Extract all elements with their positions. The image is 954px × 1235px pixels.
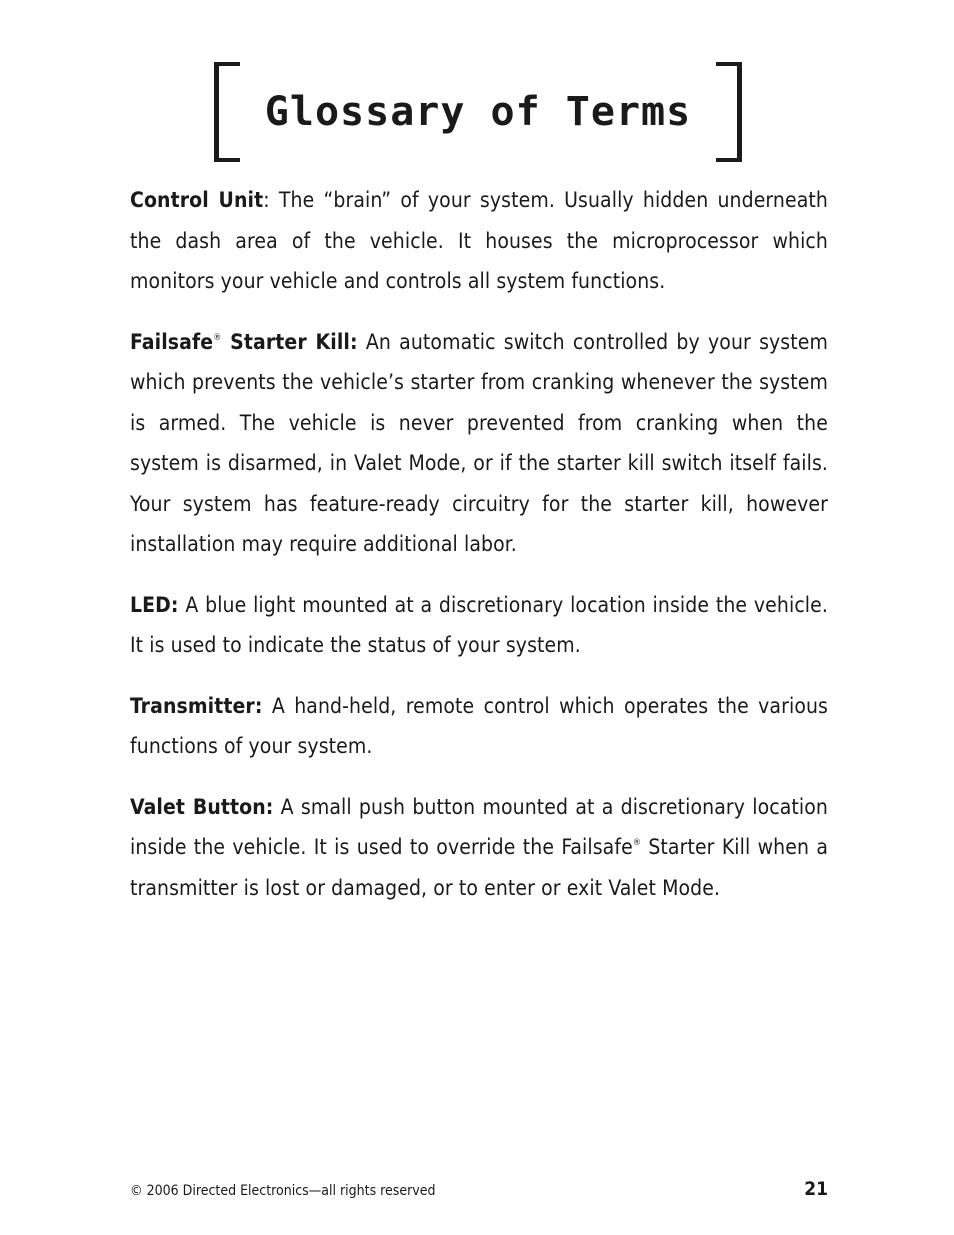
glossary-term-part: Starter Kill: xyxy=(221,329,358,354)
glossary-definition: A blue light mounted at a discretionary location inside the vehicle. It is used to indicate the status of your system. xyxy=(130,592,828,657)
glossary-term: LED: xyxy=(130,592,179,617)
glossary-term: Valet Button: xyxy=(130,794,274,819)
right-bracket xyxy=(716,62,742,162)
glossary-entry-valet-button xyxy=(130,787,828,909)
glossary-term xyxy=(130,330,358,354)
glossary-entry-failsafe-starter-kill xyxy=(130,322,828,565)
glossary-term: Control Unit xyxy=(130,188,264,212)
glossary-entry-control-unit xyxy=(130,180,828,302)
glossary-definition: An automatic switch controlled by your system which prevents the vehicle’s starter from cranking whenever the system is armed. The vehicle is never prevented from cranking when the system is disarmed, in Valet Mode, or if the starter kill switch itself fails. Your system has feature-ready circuitry for the starter kill, however installation may require additional labor. xyxy=(130,329,828,556)
copyright-notice: © 2006 Directed Electronics—all rights reserved xyxy=(130,1183,436,1199)
glossary-definition: A hand-held, remote control which operates the various functions of your system. xyxy=(130,693,828,758)
registered-mark: ® xyxy=(632,838,642,848)
page-title: Glossary of Terms xyxy=(264,89,692,135)
glossary-term-part: Failsafe xyxy=(130,329,214,354)
glossary-definition-part: Starter Kill when a transmitter is lost or damaged, or to enter or exit Valet Mode. xyxy=(130,835,828,900)
glossary-definition-part: A small push button mounted at a discretionary location inside the vehicle. It is used to override the Failsafe xyxy=(130,794,828,859)
page-number: 21 xyxy=(804,1178,828,1200)
term-separator: : xyxy=(263,188,270,212)
glossary-entry-transmitter xyxy=(130,686,828,767)
glossary-definition: The “brain” of your system. Usually hidden underneath the dash area of the vehicle. It houses the microprocessor which monitors your vehicle and controls all system functions. xyxy=(130,188,828,293)
title-block xyxy=(214,62,742,162)
glossary-list xyxy=(130,180,828,928)
glossary-entry-led xyxy=(130,585,828,666)
glossary-term: Transmitter: xyxy=(130,693,263,718)
registered-mark: ® xyxy=(213,332,222,343)
